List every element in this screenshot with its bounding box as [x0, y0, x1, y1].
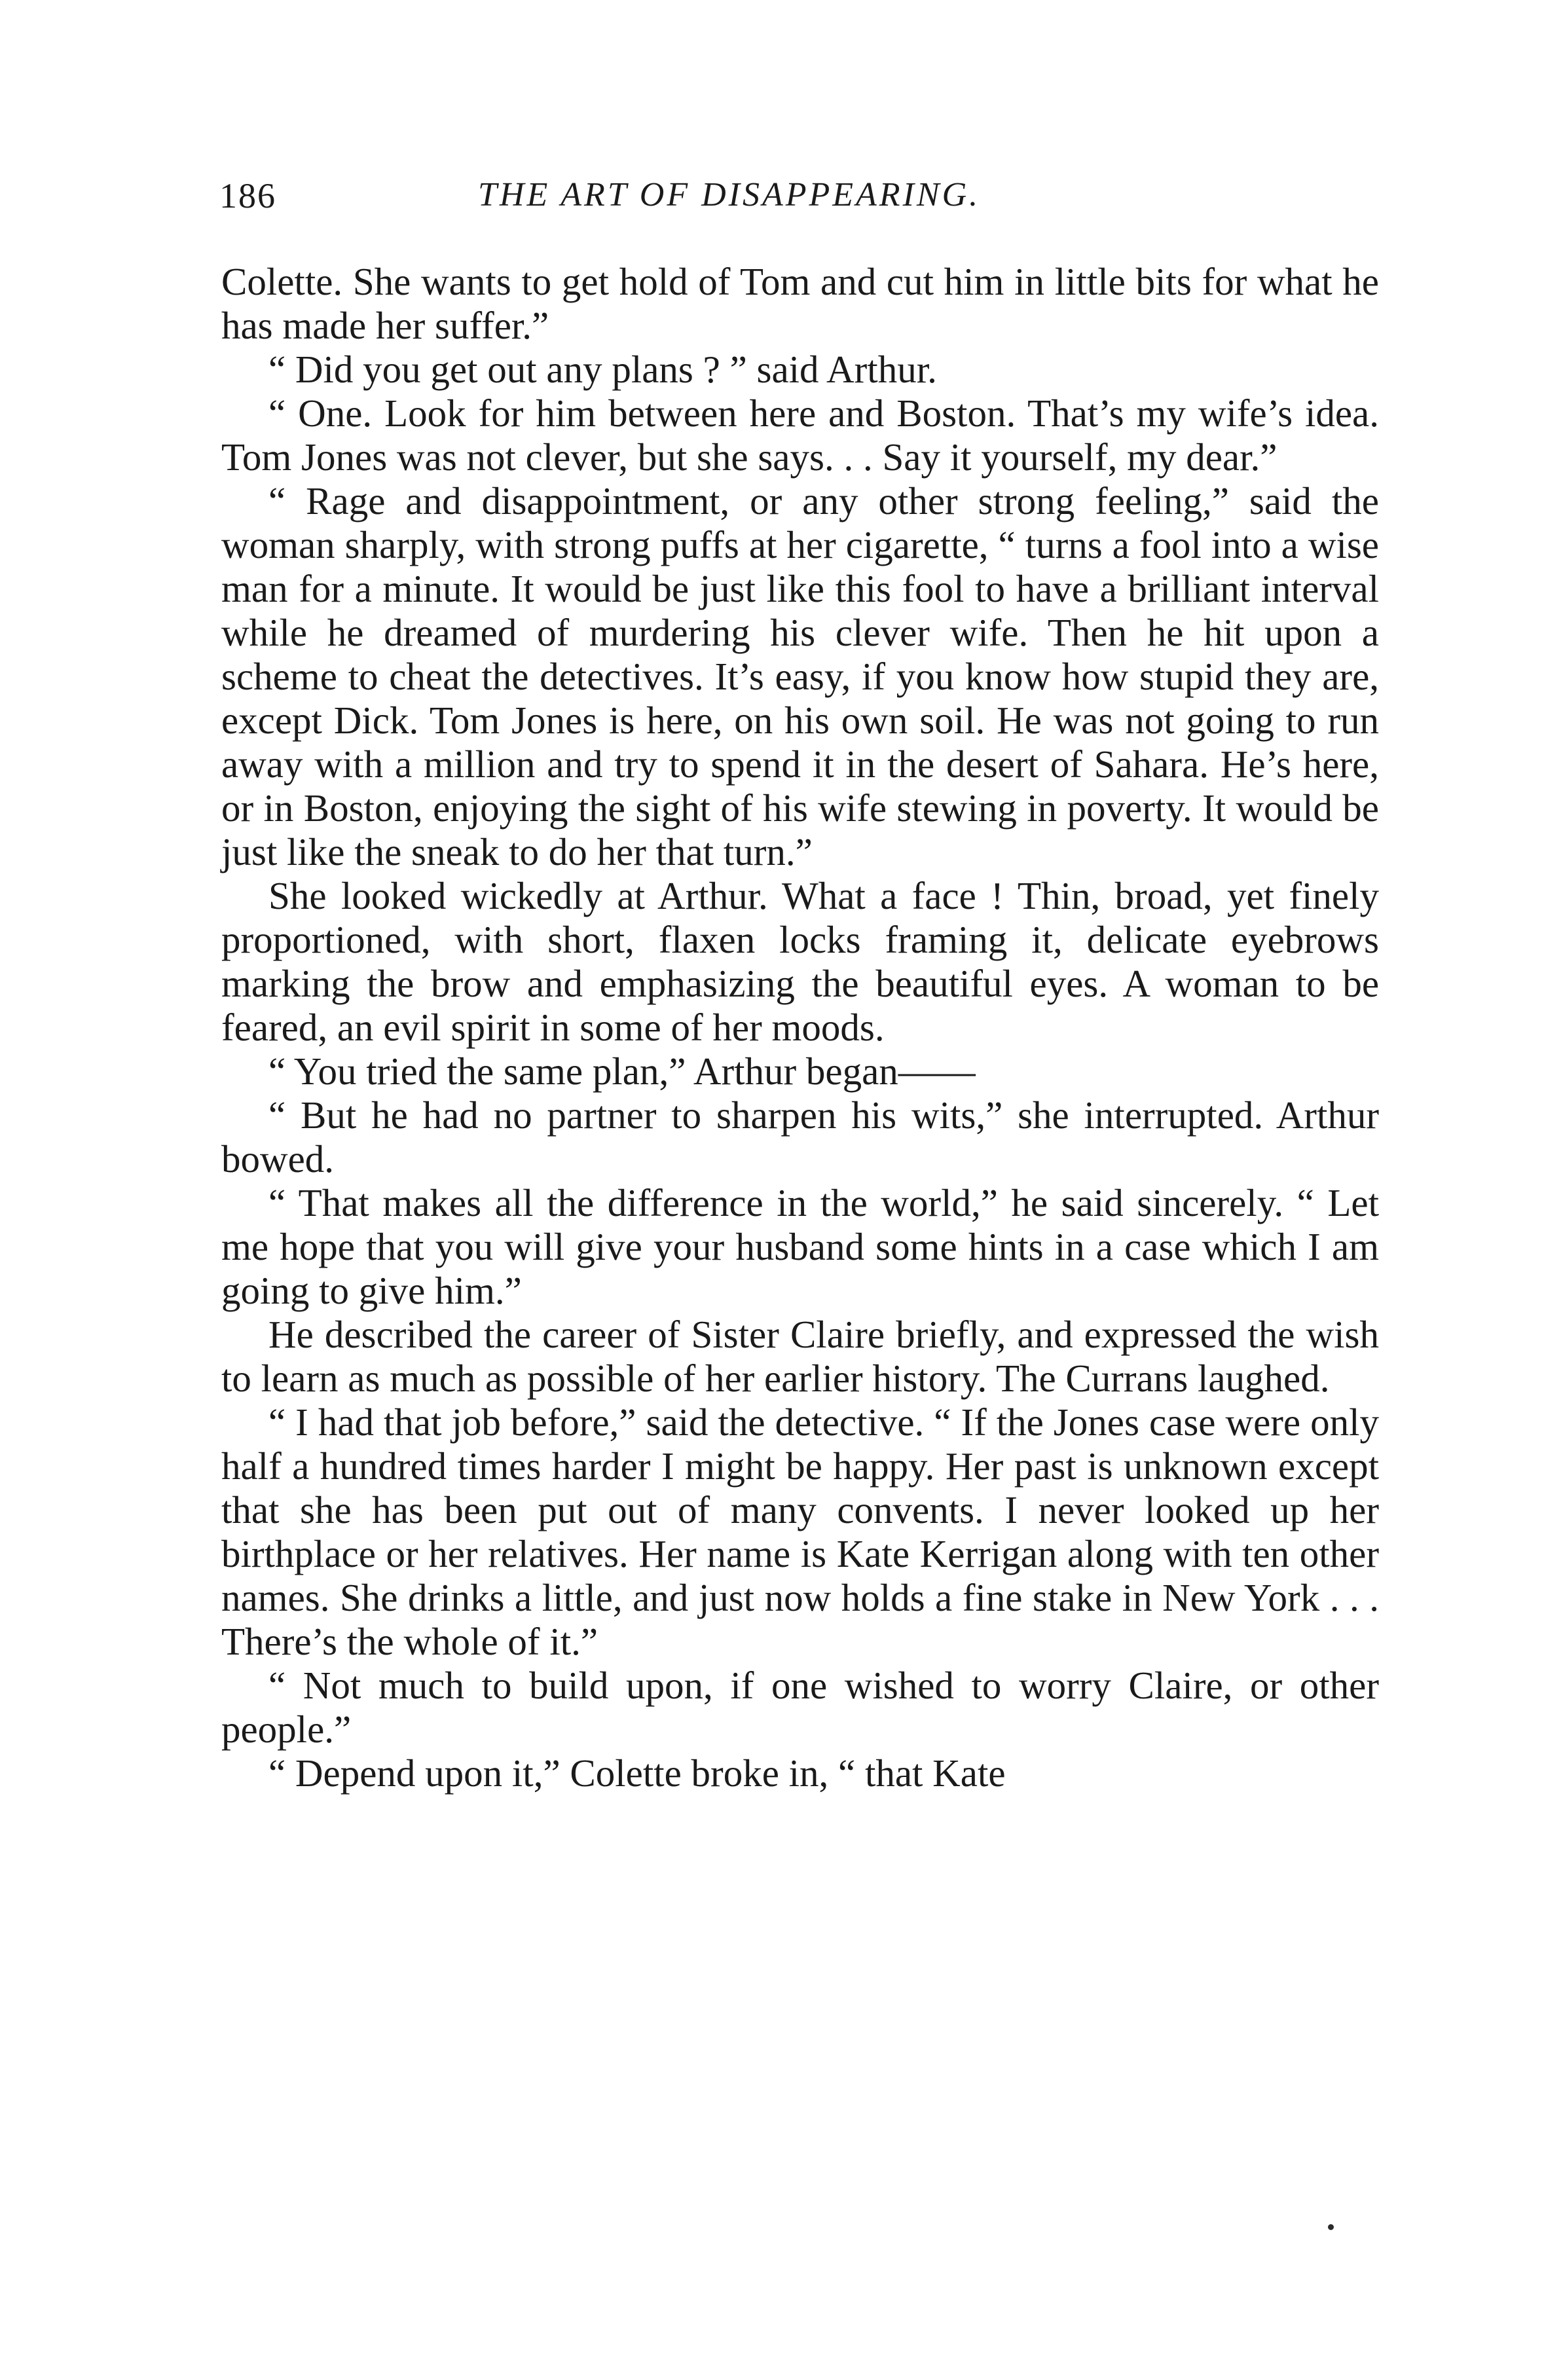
- paragraph: She looked wickedly at Arthur. What a face ! Thin, broad, yet finely proportioned, with short, flaxen locks framing it, delicate eyebrows marking the brow and emphasizing the beautiful eyes. A woman to be feared, an evil spirit in some of her moods.: [221, 874, 1379, 1049]
- body-text: [221, 260, 1379, 1795]
- paragraph: Colette. She wants to get hold of Tom and cut him in little bits for what he has made her suffer.”: [221, 260, 1379, 347]
- running-title: THE ART OF DISAPPEARING.: [478, 176, 981, 213]
- paragraph: “ Depend upon it,” Colette broke in, “ that Kate: [268, 1751, 1006, 1795]
- ink-speck: [1328, 2224, 1334, 2230]
- paragraph: He described the career of Sister Claire briefly, and expressed the wish to learn as much as possible of her earlier history. The Currans laughed.: [221, 1313, 1379, 1400]
- paragraph: “ Did you get out any plans ? ” said Arthur.: [268, 348, 937, 391]
- paragraph: “ Rage and disappointment, or any other strong feeling,” said the woman sharply, with strong puffs at her cigarette, “ turns a fool into a wise man for a minute. It would be just like this fool to have a brilliant interval while he dreamed of murdering his clever wife. Then he hit upon a scheme to cheat the detectives. It’s easy, if you know how stupid they are, except Dick. Tom Jones is here, on his own soil. He was not going to run away with a million and try to spend it in the desert of Sahara. He’s here, or in Boston, enjoying the sight of his wife stewing in poverty. It would be just like the sneak to do her that turn.”: [221, 479, 1379, 873]
- paragraph: “ One. Look for him between here and Boston. That’s my wife’s idea. Tom Jones was not clever, but she says. . . Say it yourself, my dear.”: [221, 392, 1379, 479]
- paragraph: “ But he had no partner to sharpen his wits,” she interrupted. Arthur bowed.: [221, 1093, 1379, 1181]
- paragraph: “ That makes all the difference in the world,” he said sincerely. “ Let me hope that you will give your husband some hints in a case which I am going to give him.”: [221, 1181, 1379, 1312]
- paragraph: “ I had that job before,” said the detective. “ If the Jones case were only half a hundred times harder I might be happy. Her past is unknown except that she has been put out of many convents. I never looked up her birthplace or her relatives. Her name is Kate Kerrigan along with ten other names. She drinks a little, and just now holds a fine stake in New York . . . There’s the whole of it.”: [221, 1401, 1379, 1663]
- paragraph: “ You tried the same plan,” Arthur began——: [268, 1050, 976, 1093]
- page-number: 186: [219, 176, 276, 215]
- running-header: [219, 175, 1385, 228]
- paragraph: “ Not much to build upon, if one wished to worry Claire, or other people.”: [221, 1664, 1379, 1751]
